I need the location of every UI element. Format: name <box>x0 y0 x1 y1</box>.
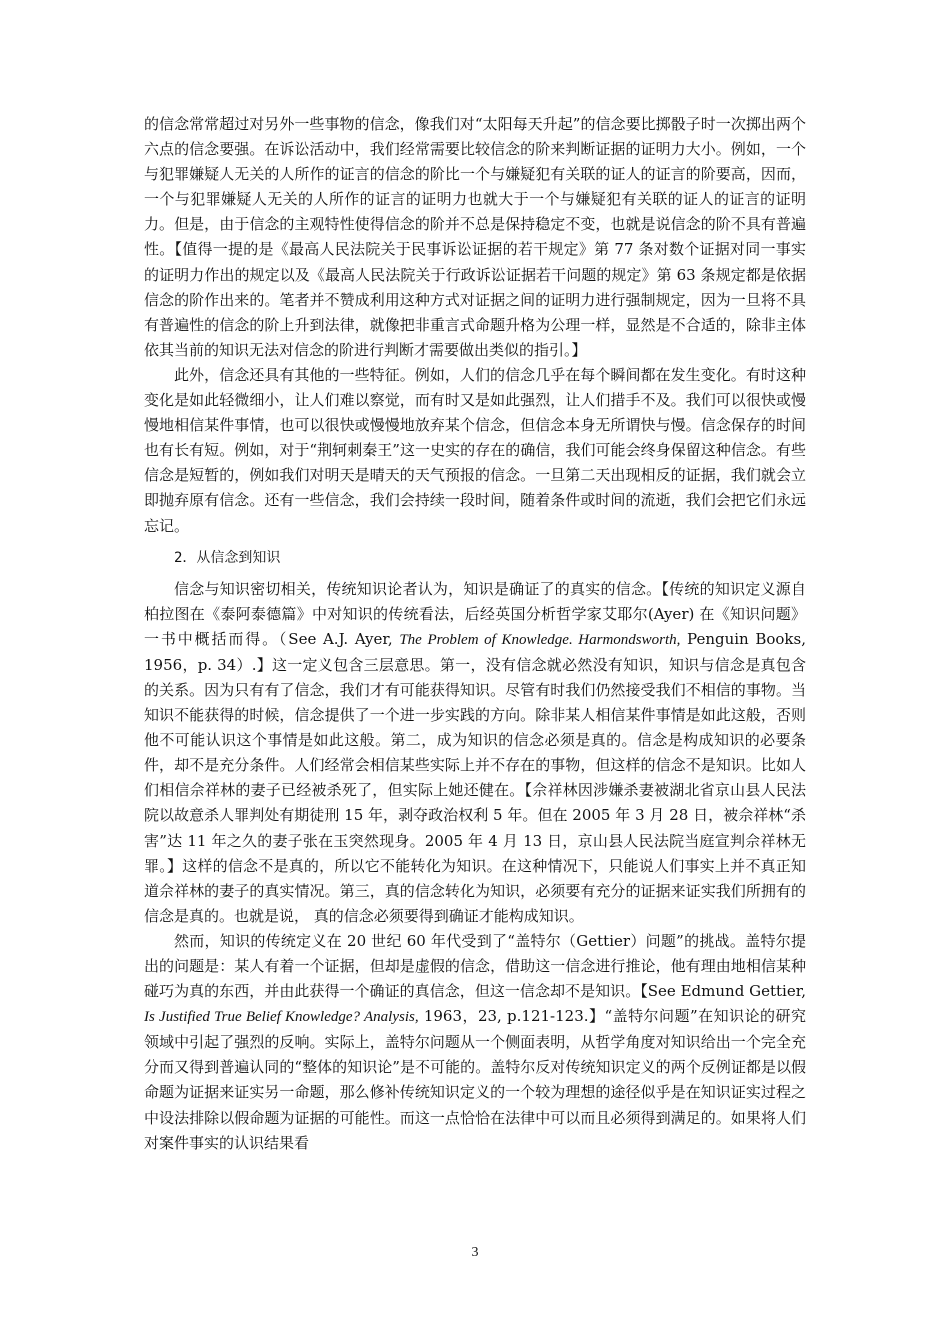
paragraph-belief-knowledge <box>144 577 806 929</box>
paragraph-text: 然而，知识的传统定义在 20 世纪 60 年代受到了“盖特尔（Gettier）问题”的挑战。盖特尔提出的问题是：某人有着一个证据，但却是虚假的信念，借助这一信念进行推论，他有理由地相信某种碰巧为真的东西，并由此获得一个确证的真信念，但这一信念却不是知识。【See Edmund Gettier, <box>144 931 806 1001</box>
paragraph-belief-degree: 的信念常常超过对另外一些事物的信念，像我们对“太阳每天升起”的信念要比掷骰子时一次掷出两个六点的信念要强。在诉讼活动中，我们经常需要比较信念的阶来判断证据的证明力大小。例如，一个与犯罪嫌疑人无关的人所作的证言的信念的阶比一个与嫌疑犯有关联的证人的证言的阶要高，因而，一个与犯罪嫌疑人无关的人所作的证言的证明力也就大于一个与嫌疑犯有关联的证人的证言的证明力。但是，由于信念的主观特性使得信念的阶并不总是保持稳定不变，也就是说信念的阶不具有普遍性。【值得一提的是《最高人民法院关于民事诉讼证据的若干规定》第 77 条对数个证据对同一事实的证明力作出的规定以及《最高人民法院关于行政诉讼证据若干问题的规定》第 63 条规定都是依据信念的阶作出来的。笔者并不赞成利用这种方式对证据之间的证明力进行强制规定，因为一旦将不具有普遍性的信念的阶上升到法律，就像把非重言式命题升格为公理一样，显然是不合适的，除非主体依其当前的知识无法对信念的阶进行判断才需要做出类似的指引。】 <box>144 115 806 359</box>
paragraph-belief-features: 此外，信念还具有其他的一些特征。例如，人们的信念几乎在每个瞬间都在发生变化。有时这种变化是如此轻微细小，让人们难以察觉，而有时又是如此强烈，让人们措手不及。我们可以很快或慢慢地相信某件事情，也可以很快或慢慢地放弃某个信念，但信念本身无所谓快与慢。信念保存的时间也有长有短。例如，对于“荆轲刺秦王”这一史实的存在的确信，我们可能会终身保留这种信念。有些信念是短暂的，例如我们对明天是晴天的天气预报的信念。一旦第二天出现相反的证据，我们就会立即抛弃原有信念。还有一些信念，我们会持续一段时间，随着条件或时间的流逝，我们会把它们永远忘记。 <box>144 365 806 535</box>
page-number: 3 <box>471 1245 479 1260</box>
paragraph-text: Penguin Books, 1956，p. 34）.】这一定义包含三层意思。第一，没有信念就必然没有知识，知识与信念是真包含的关系。因为只有有了信念，我们才有可能获得知识。尽管有时我们仍然接受我们不相信的事物。当知识不能获得的时候，信念提供了一个进一步实践的方向。除非某人相信某件事情是如此这般，否则他不可能认识这个事情是如此这般。第二，成为知识的信念必须是真的。信念是构成知识的必要条件，却不是充分条件。人们经常会相信某些实际上并不存在的事物，但这样的信念不是知识。比如人们相信佘祥林的妻子已经被杀死了，但实际上她还健在。【佘祥林因涉嫌杀妻被湖北省京山县人民法院以故意杀人罪判处有期徒刑 15 年，剥夺政治权利 5 年。但在 2005 年 3 月 28 日，被佘祥林“杀害”达 11 年之久的妻子张在玉突然现身。2005 年 4 月 13 日，京山县人民法院当庭宣判佘祥林无罪。】这样的信念不是真的，所以它不能转化为知识。在这种情况下，只能说人们事实上并不真正知道佘祥林的妻子的真实情况。第三，真的信念转化为知识，必须要有充分的证据来证实我们所拥有的信念是真的。也就是说， 真的信念必须要得到确证才能构成知识。 <box>144 629 806 925</box>
section-heading: 2．从信念到知识 <box>174 549 281 566</box>
document-body <box>144 112 806 1156</box>
citation-title-italic: Is Justified True Belief Knowledge? Analysis, <box>144 1009 419 1026</box>
paragraph-text: 信念与知识密切相关，传统知识论者认为，知识是确证了的真实的信念。【传统的知识定义源自柏拉图在《泰阿泰德篇》中对知识的传统看法，后经英国分析哲学家艾耶尔(Ayer) 在《知识问题》一书中概括而得。（See A.J. Ayer, <box>144 579 806 648</box>
citation-title-italic: The Problem of Knowledge. Harmondsworth, <box>399 631 681 648</box>
paragraph-text: 1963，23, p.121-123.】“盖特尔问题”在知识论的研究领域中引起了强烈的反响。实际上，盖特尔问题从一个侧面表明，从哲学角度对知识给出一个完全充分而又得到普遍认同的“整体的知识论”是不可能的。盖特尔反对传统知识定义的两个反例证都是以假命题为证据来证实另一命题，那么修补传统知识定义的一个较为理想的途径似乎是在知识证实过程之中设法排除以假命题为证据的可能性。而这一点恰恰在法律中可以而且必须得到满足的。如果将人们对案件事实的认识结果看 <box>144 1007 806 1152</box>
paragraph-gettier <box>144 929 806 1156</box>
